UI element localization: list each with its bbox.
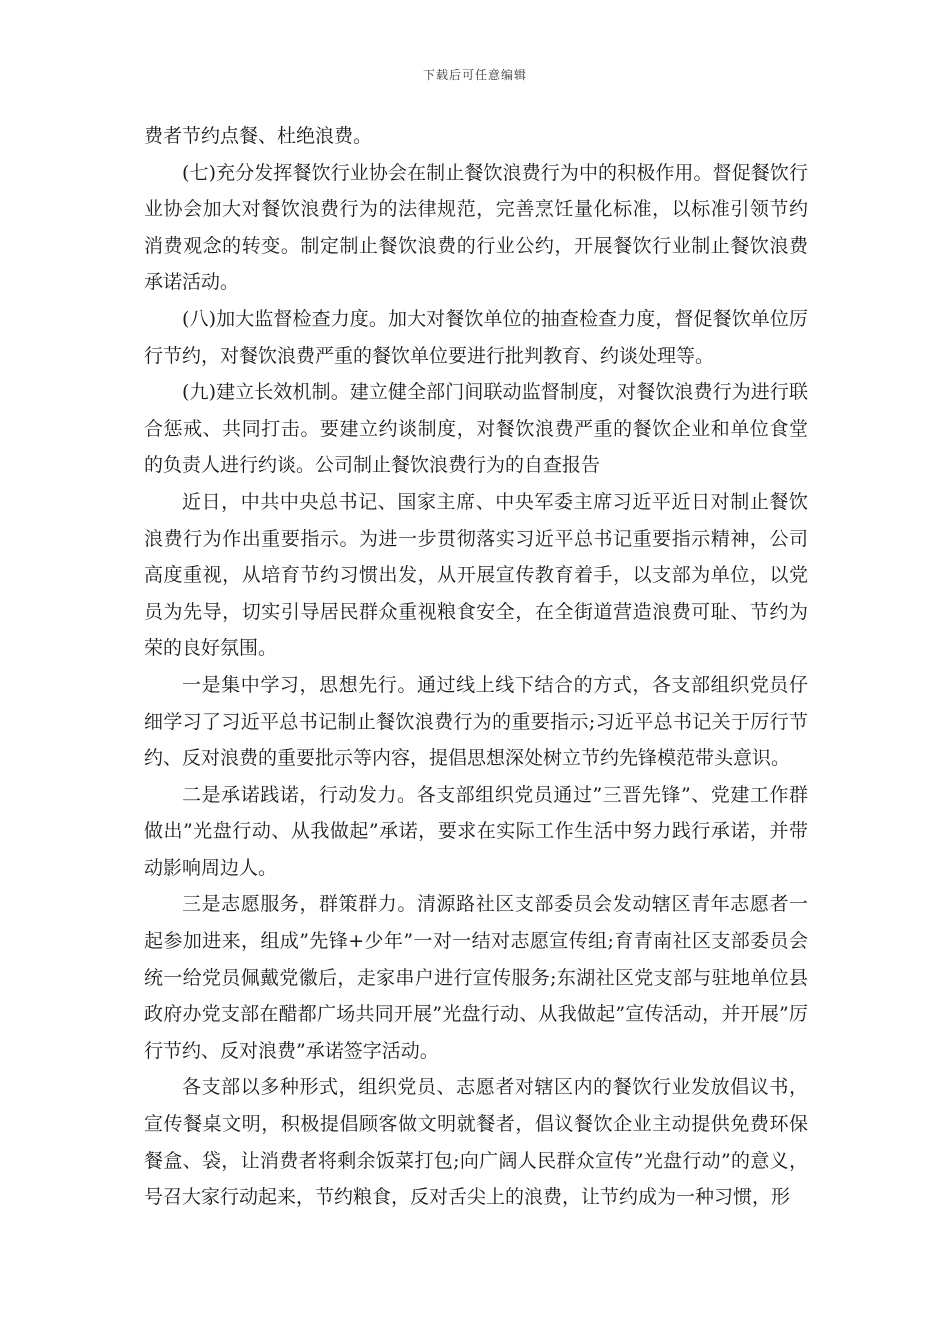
paragraph: 近日，中共中央总书记、国家主席、中央军委主席习近平近日对制止餐饮浪费行为作出重要指示。为进一步贯彻落实习近平总书记重要指示精神，公司高度重视，从培育节约习惯出发，从开展宣传教育着手，以支部为单位，以党员为先导，切实引导居民群众重视粮食安全，在全街道营造浪费可耻、节约为荣的良好氛围。 [144,490,808,660]
paragraph: 费者节约点餐、杜绝浪费。 [144,125,373,147]
header-note: 下载后可任意编辑 [422,68,527,82]
document-body [144,118,808,1216]
paragraph: 各支部以多种形式，组织党员、志愿者对辖区内的餐饮行业发放倡议书，宣传餐桌文明，积极提倡顾客做文明就餐者，倡议餐饮企业主动提供免费环保餐盒、袋，让消费者将剩余饭菜打包;向广阔人民群众宣传”光盘行动”的意义，号召大家行动起来，节约粮食，反对舌尖上的浪费，让节约成为一种习惯，形 [144,1076,808,1209]
paragraph: 二是承诺践诺，行动发力。各支部组织党员通过”三晋先锋”、党建工作群做出”光盘行动、从我做起”承诺，要求在实际工作生活中努力践行承诺，并带动影响周边人。 [144,783,808,879]
paragraph: (八)加大监督检查力度。加大对餐饮单位的抽查检查力度，督促餐饮单位厉行节约，对餐饮浪费严重的餐饮单位要进行批判教育、约谈处理等。 [144,307,808,367]
paragraph: (七)充分发挥餐饮行业协会在制止餐饮浪费行为中的积极作用。督促餐饮行业协会加大对餐饮浪费行为的法律规范，完善烹饪量化标准，以标准引领节约消费观念的转变。制定制止餐饮浪费的行业公约，开展餐饮行业制止餐饮浪费承诺活动。 [144,161,808,294]
paragraph: 三是志愿服务，群策群力。清源路社区支部委员会发动辖区青年志愿者一起参加进来，组成”先锋+少年”一对一结对志愿宣传组;育青南社区支部委员会统一给党员佩戴党徽后，走家串户进行宣传服务;东湖社区党支部与驻地单位县政府办党支部在醋都广场共同开展”光盘行动、从我做起”宣传活动，并开展”厉行节约、反对浪费”承诺签字活动。 [144,893,808,1062]
paragraph: (九)建立长效机制。建立健全部门间联动监督制度，对餐饮浪费行为进行联合惩戒、共同打击。要建立约谈制度，对餐饮浪费严重的餐饮企业和单位食堂的负责人进行约谈。公司制止餐饮浪费行为的自查报告 [144,381,808,477]
paragraph: 一是集中学习，思想先行。通过线上线下结合的方式，各支部组织党员仔细学习了习近平总书记制止餐饮浪费行为的重要指示;习近平总书记关于厉行节约、反对浪费的重要批示等内容，提倡思想深处树立节约先锋模范带头意识。 [144,673,808,770]
